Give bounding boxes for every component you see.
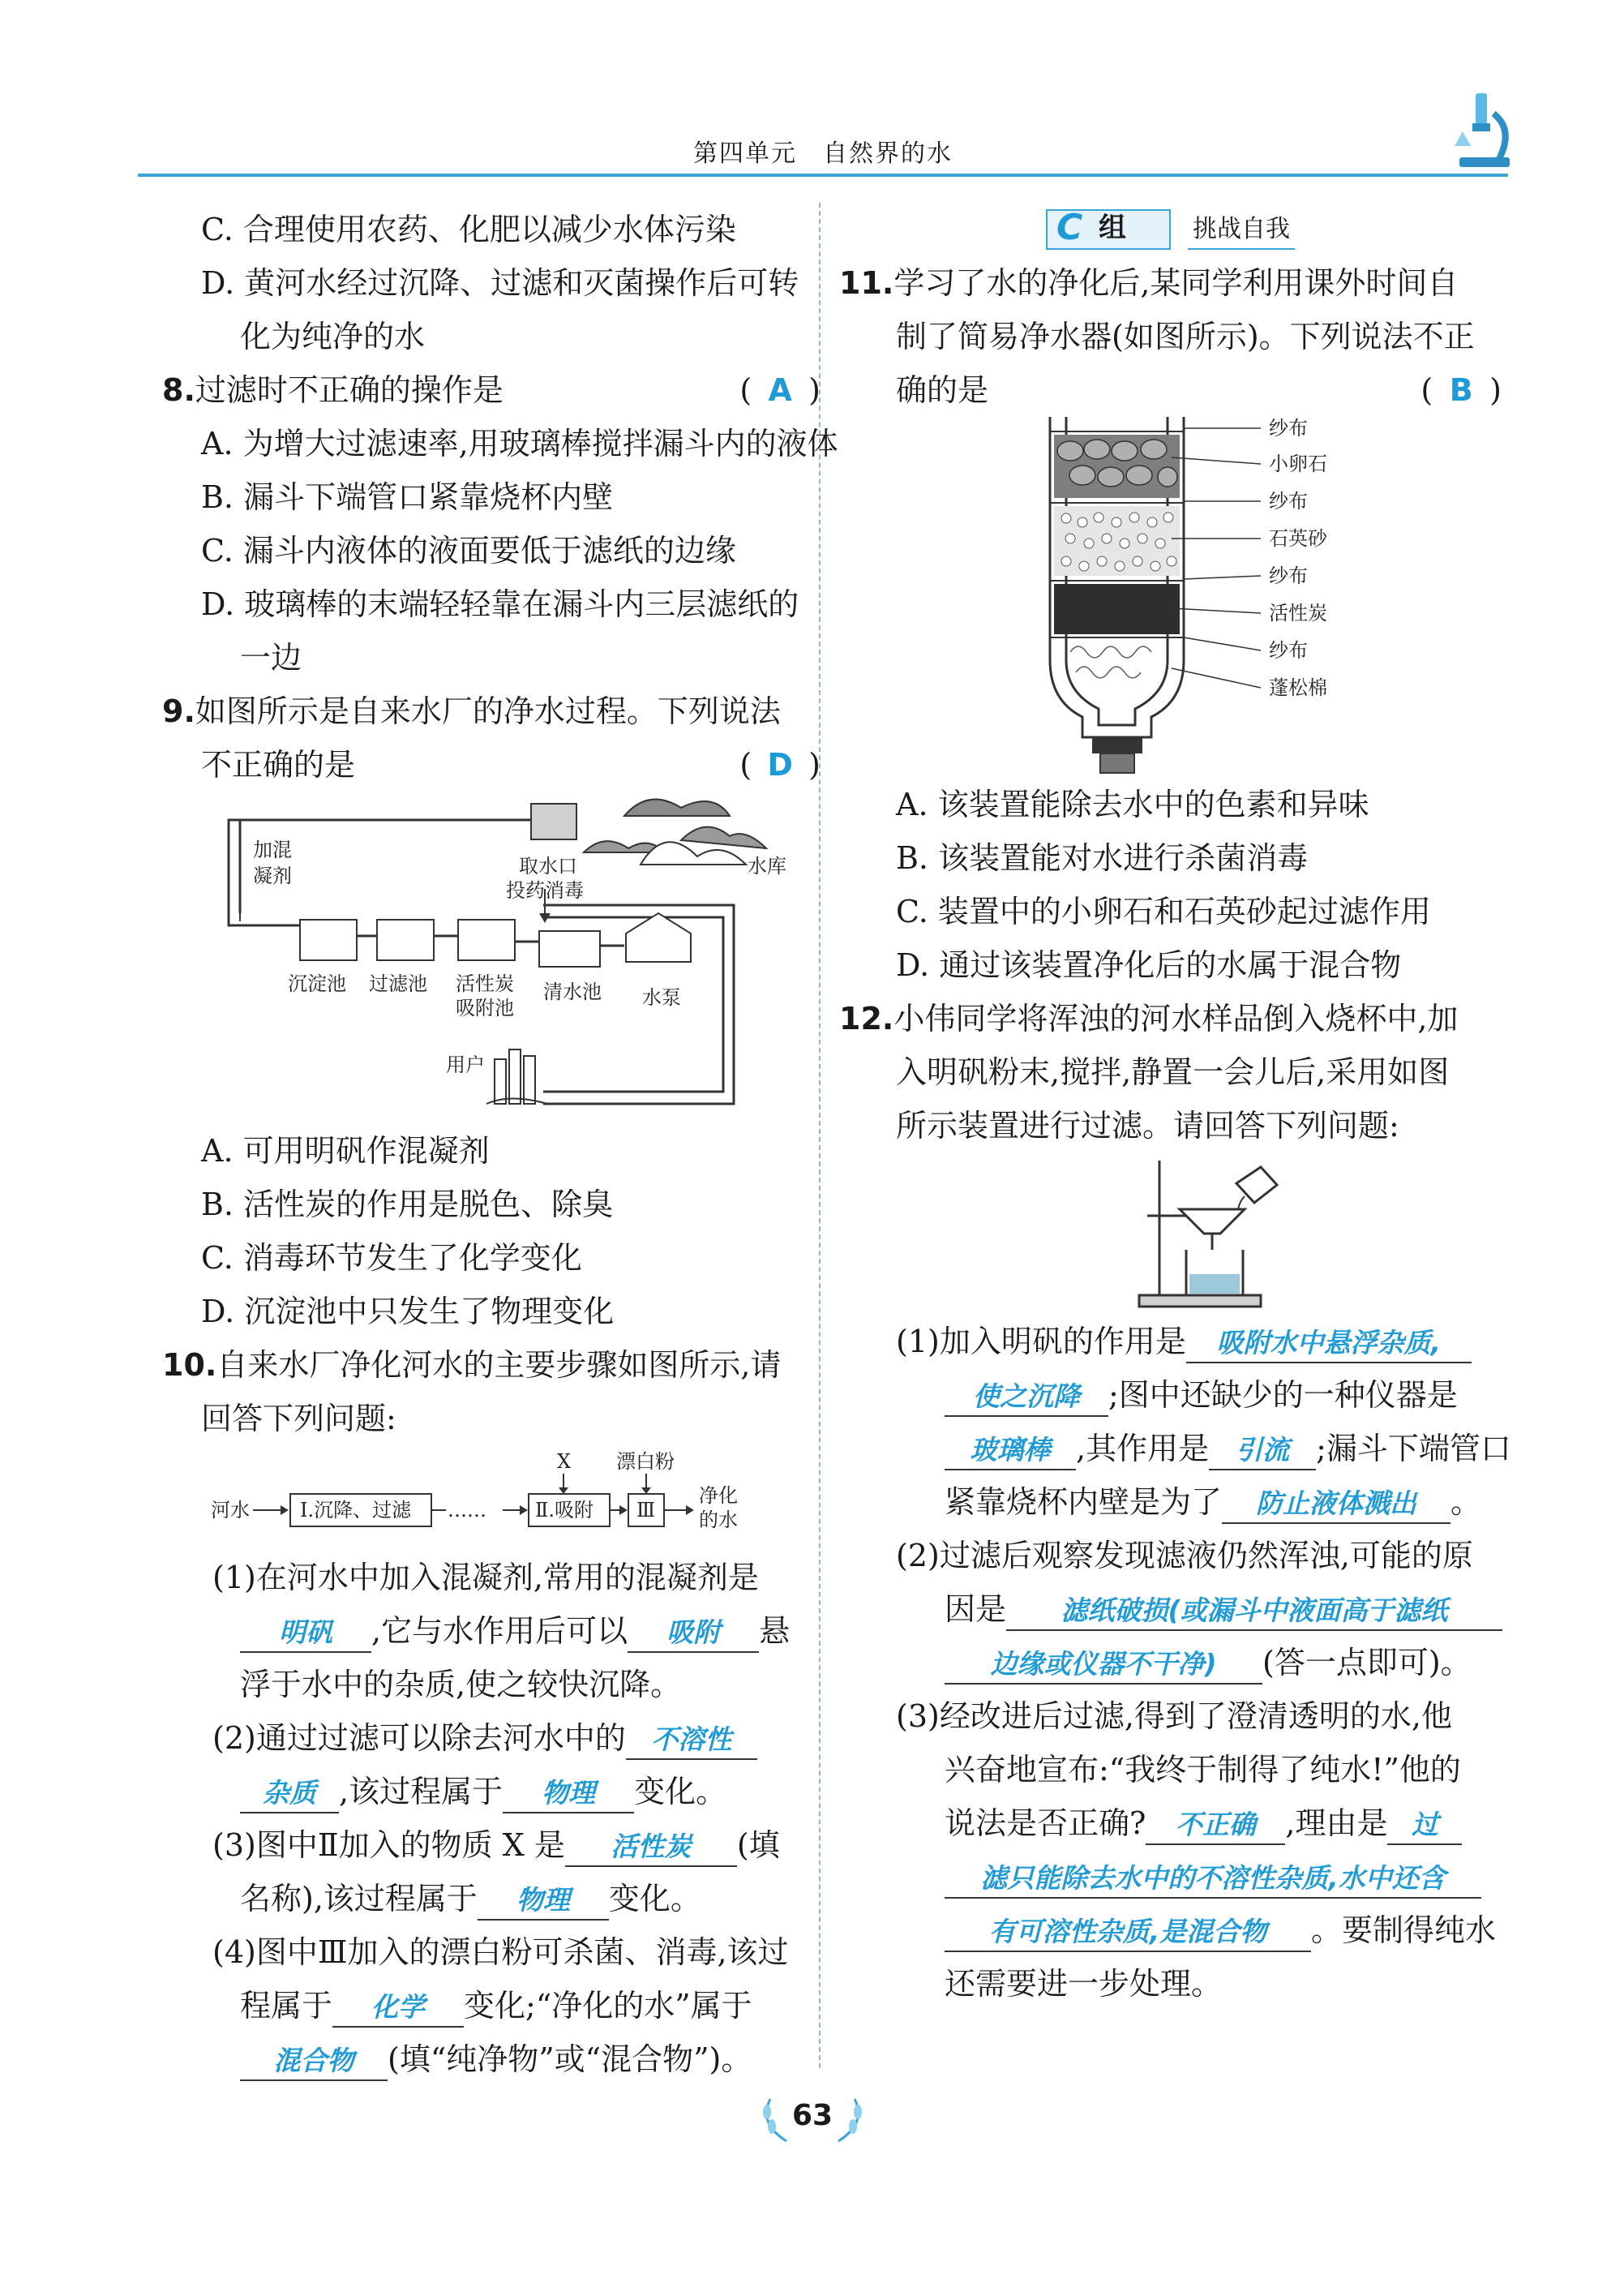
q12-part2-text-2: (答一点即可)。 [1262,1645,1472,1680]
q11-stem [839,256,1508,310]
q11-answer-bracket: ( B ) [1420,363,1502,417]
q7-option-c: C. 合理使用农药、化肥以减少水体污染 [201,212,736,247]
q12-blank-1a: 吸附水中悬浮杂质, [1186,1324,1472,1363]
q10-stem-2: 回答下列问题: [201,1401,396,1436]
q10-part4-line2 [162,1979,827,2032]
q11-text-1: 学习了水的净化后,某同学利用课外时间自 [893,265,1459,301]
q12-blank-7b: 滤只能除去水中的不溶性杂质,水中还含 [945,1860,1481,1899]
label-add-coagulant-1: 加混 [253,839,292,861]
filter-label-6: 活性炭 [1269,602,1327,624]
label-disinfect: 投药消毒 [506,879,584,902]
q10-part2-text-2: ,该过程属于 [339,1774,503,1809]
label-reservoir: 水库 [748,855,786,878]
q11-answer: B [1449,372,1473,408]
q12-part1-line3 [839,1422,1511,1475]
q11-option-c: C. 装置中的小卵石和石英砂起过滤作用 [896,894,1431,929]
badge-group: 组 [1099,212,1126,244]
q10-part1-text-2: 悬 [759,1613,791,1649]
label-pump: 水泵 [642,986,681,1009]
q9-text-2: 不正确的是 [201,747,356,783]
q12-part1-line4 [839,1475,1508,1529]
q12-blank-7c: 有可溶性杂质,是混合物 [945,1913,1311,1952]
q9-answer: D [767,747,793,783]
q12-blank-1b: 使之沉降 [945,1378,1108,1417]
filter-label-8: 蓬松棉 [1269,676,1327,699]
q9-stem [162,685,827,738]
q12-stem [839,992,1508,1045]
unit-title: 第四单元 自然界的水 [693,139,953,168]
q11-option-a: A. 该装置能除去水中的色素和异味 [896,787,1369,822]
flow-bleach: 漂白粉 [616,1450,675,1473]
q12-part3-line3 [839,1796,1508,1850]
q12-blank-3: 引流 [1209,1431,1316,1470]
q11-water-filter-diagram [839,417,1508,778]
q10-part4-line1: (4)图中Ⅲ加入的漂白粉可杀菌、消毒,该过 [212,1934,789,1970]
q10-part3-line1 [162,1818,827,1872]
left-column [162,203,838,2086]
filter-label-5: 纱布 [1269,564,1308,587]
q10-part2-line1 [162,1711,827,1765]
filter-label-1: 纱布 [1269,417,1308,440]
q10-flow-diagram [162,1445,827,1551]
q8-answer: A [768,372,792,408]
q9-number: 9. [162,693,195,729]
q9-option-b: B. 活性炭的作用是脱色、除臭 [201,1187,614,1222]
q10-part3-text-3: 名称),该过程属于 [240,1881,478,1916]
header-rule [138,174,1508,177]
label-filter-tank: 过滤池 [369,972,427,995]
flow-step-3: Ⅲ [636,1499,656,1521]
right-column [839,203,1511,2011]
q10-part1-line3: 浮于水中的杂质,使之较快沉降。 [240,1667,682,1702]
q8-text: 过滤时不正确的操作是 [195,372,503,408]
label-carbon-2: 吸附池 [456,997,514,1019]
q8-number: 8. [162,372,195,408]
label-user: 用户 [446,1054,485,1076]
q12-part3-line4 [839,1850,1508,1903]
q8-option-d: D. 玻璃棒的末端轻轻靠在漏斗内三层滤纸的 [201,586,799,622]
q11-number: 11. [839,265,894,301]
q12-part2-line2 [839,1582,1508,1636]
q10-part4-text-2: 变化;“净化的水”属于 [464,1988,752,2024]
q12-blank-6: 不正确 [1146,1806,1285,1845]
flow-output-1: 净化 [699,1484,738,1507]
flow-dots: …… [448,1499,486,1521]
filter-label-2: 小卵石 [1269,453,1327,475]
q8-stem [162,363,827,417]
label-intake: 取水口 [519,855,577,878]
q10-part4-text: 程属于 [240,1988,333,2024]
label-settling-tank: 沉淀池 [288,972,346,995]
filter-label-4: 石英砂 [1269,527,1327,550]
flow-x: X [557,1450,572,1473]
label-add-coagulant-2: 凝剂 [253,865,292,887]
label-clear-tank: 清水池 [543,981,602,1003]
q10-blank-4: 物理 [503,1775,634,1813]
q10-part4-line3 [162,2032,827,2086]
q12-part1-line1 [839,1315,1508,1368]
q7-option-d: D. 黄河水经过沉降、过滤和灭菌操作后可转 [201,265,799,301]
q10-blank-7: 化学 [332,1989,464,2028]
label-carbon-1: 活性炭 [456,972,514,995]
q11-stem-3 [839,363,1508,417]
q12-part1-text: (1)加入明矾的作用是 [896,1324,1186,1359]
q12-part2-line1: (2)过滤后观察发现滤液仍然浑浊,可能的原 [896,1538,1473,1573]
filter-label-3: 纱布 [1269,490,1308,513]
q10-blank-3a: 不溶性 [626,1721,757,1760]
flow-output-2: 的水 [699,1509,738,1531]
q12-stem-2: 入明矾粉末,搅拌,静置一会儿后,采用如图 [896,1054,1450,1090]
q9-answer-bracket: ( D ) [739,738,821,792]
q12-part3-line2: 兴奋地宣布:“我终于制得了纯水!”他的 [945,1752,1461,1788]
badge-text: 挑战自我 [1188,211,1295,250]
q11-stem-2: 制了简易净水器(如图所示)。下列说法不正 [896,319,1475,354]
microscope-icon [1451,89,1516,170]
q9-option-d: D. 沉淀池中只发生了物理变化 [201,1294,615,1329]
q10-part3-text-2: (填 [736,1827,780,1863]
q10-part2-text-3: 变化。 [634,1774,727,1809]
q10-part3-text-4: 变化。 [608,1881,701,1916]
q12-blank-4: 防止液体溅出 [1222,1485,1450,1524]
q10-blank-6: 物理 [478,1882,609,1921]
q9-option-c: C. 消毒环节发生了化学变化 [201,1240,582,1276]
q10-blank-1: 明矾 [240,1614,371,1653]
group-c-badge [839,203,1508,256]
q11-option-b: B. 该装置能对水进行杀菌消毒 [896,840,1309,876]
q10-part1-text: ,它与水作用后可以 [371,1613,628,1649]
flow-step-1: Ⅰ.沉降、过滤 [300,1499,412,1521]
badge-letter: C [1056,207,1083,248]
q10-blank-2: 吸附 [628,1614,759,1653]
q12-part2-text: 因是 [945,1591,1007,1627]
q12-part3-line5 [839,1903,1508,1957]
q8-option-b: B. 漏斗下端管口紧靠烧杯内壁 [201,479,614,515]
q10-text-1: 自来水厂净化河水的主要步骤如图所示,请 [216,1347,782,1383]
q10-blank-5: 活性炭 [565,1828,737,1867]
q12-part3-text: 说法是否正确? [945,1805,1146,1841]
q12-blank-2: 玻璃棒 [945,1431,1076,1470]
q11-option-d: D. 通过该装置净化后的水属于混合物 [896,947,1402,983]
q12-number: 12. [839,1001,894,1036]
q10-part3-text: (3)图中Ⅱ加入的物质 X 是 [212,1827,565,1863]
q10-blank-3b: 杂质 [240,1775,339,1813]
q10-part3-line2 [162,1872,827,1925]
q10-part2-text: (2)通过过滤可以除去河水中的 [212,1720,626,1756]
flow-step-2: Ⅱ.吸附 [535,1499,593,1521]
q12-part1-text-6: 。 [1450,1484,1482,1520]
q9-text-1: 如图所示是自来水厂的净水过程。下列说法 [195,693,781,729]
page-header [138,122,1508,178]
q12-part3-line6: 还需要进一步处理。 [945,1966,1223,2002]
flow-river: 河水 [211,1499,250,1521]
q12-text-1: 小伟同学将浑浊的河水样品倒入烧杯中,加 [893,1001,1459,1036]
q12-blank-5a: 滤纸破损(或漏斗中液面高于滤纸 [1006,1592,1502,1631]
q12-part1-text-3: ,其作用是 [1076,1431,1210,1466]
q12-blank-7a: 过 [1387,1806,1462,1845]
q8-option-c: C. 漏斗内液体的液面要低于滤纸的边缘 [201,533,736,569]
q12-part3-line1: (3)经改进后过滤,得到了澄清透明的水,他 [896,1698,1452,1734]
q12-part3-text-3: 。要制得纯水 [1311,1912,1497,1948]
q12-part1-text-5: 紧靠烧杯内壁是为了 [945,1484,1223,1520]
q8-option-d-cont: 一边 [240,640,302,676]
q10-blank-8: 混合物 [240,2042,388,2081]
q12-part1-text-2: ;图中还缺少的一种仪器是 [1108,1377,1458,1413]
q10-part4-text-3: (填“纯净物”或“混合物”)。 [388,2041,752,2077]
q10-part1-line1: (1)在河水中加入混凝剂,常用的混凝剂是 [212,1560,759,1595]
q10-part1-line2 [162,1604,827,1658]
q12-part2-line3 [839,1636,1508,1689]
q12-part3-text-2: ,理由是 [1285,1805,1388,1841]
q8-option-a: A. 为增大过滤速率,用玻璃棒搅拌漏斗内的液体 [201,426,838,461]
q10-stem [162,1338,827,1392]
q9-option-a: A. 可用明矾作混凝剂 [201,1133,490,1169]
q12-part1-text-4: ;漏斗下端管口 [1316,1431,1511,1466]
filter-label-7: 纱布 [1269,639,1308,662]
q9-stem-2 [162,738,827,792]
q12-blank-5b: 边缘或仪器不干净) [945,1646,1262,1685]
q10-part2-line2 [162,1765,827,1818]
q11-text-3: 确的是 [896,372,989,408]
q10-number: 10. [162,1347,217,1383]
q12-part1-line2 [839,1368,1508,1422]
q9-water-plant-diagram [162,792,827,1124]
q12-stem-3: 所示装置进行过滤。请回答下列问题: [896,1108,1399,1144]
q12-filtration-apparatus [839,1152,1508,1315]
q7-option-d-cont: 化为纯净的水 [240,319,426,354]
page-number: 63 [791,2099,833,2132]
q8-answer-bracket: ( A ) [739,363,821,417]
